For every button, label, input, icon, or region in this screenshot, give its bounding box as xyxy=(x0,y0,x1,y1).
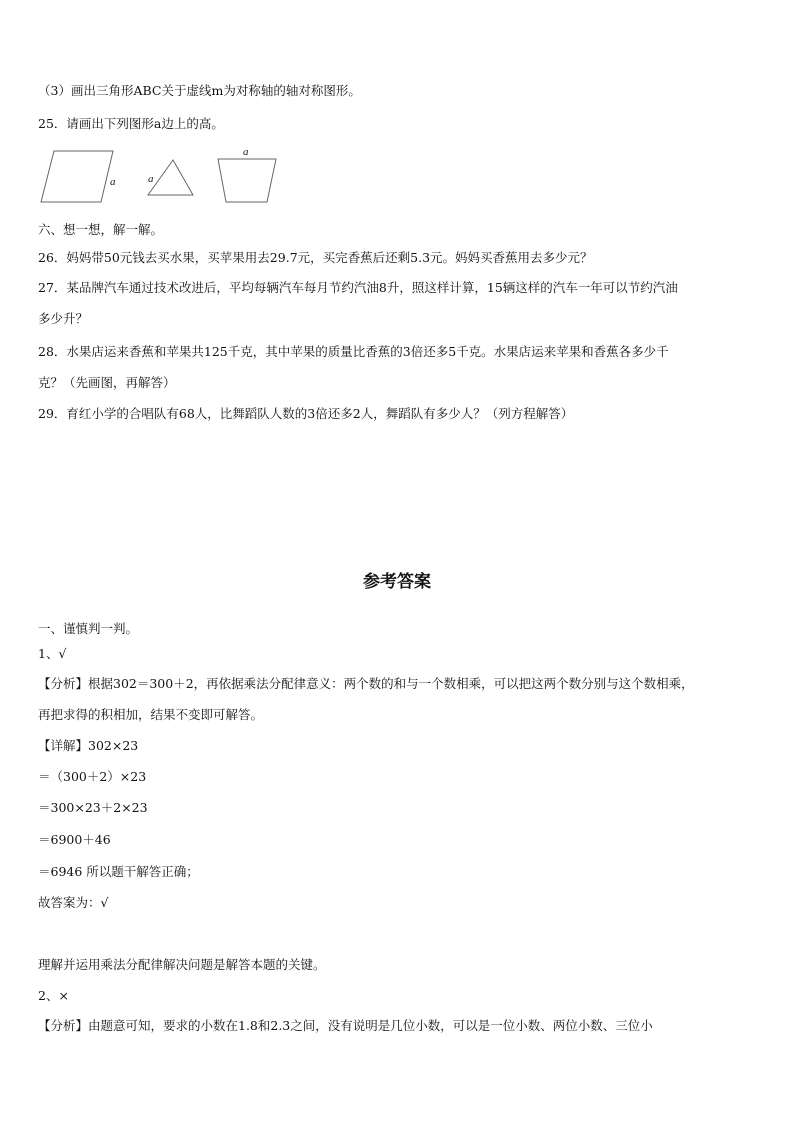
answer-section-1-heading: 一、谨慎判一判。 xyxy=(38,621,139,636)
answer-1-analysis-line1: 【分析】根据302＝300＋2，再依据乘法分配律意义：两个数的和与一个数相乘，可以把这两个数分别与这个数相乘， xyxy=(38,676,694,691)
answer-1-step3: ＝6900＋46 xyxy=(38,832,111,847)
question-27-line2: 多少升？ xyxy=(38,311,89,326)
parallelogram-shape xyxy=(41,151,113,202)
answer-2-analysis-line1: 【分析】由题意可知，要求的小数在1.8和2.3之间，没有说明是几位小数，可以是一位小数、两位小数、三位小 xyxy=(38,1018,653,1033)
answer-1-step1: ＝（300＋2）×23 xyxy=(38,769,147,784)
parallelogram-label-a: a xyxy=(110,176,116,188)
question-25: 25．请画出下列图形a边上的高。 xyxy=(38,116,224,131)
answer-1-comment: 理解并运用乘法分配律解决问题是解答本题的关键。 xyxy=(38,957,326,972)
answer-key-title: 参考答案 xyxy=(363,572,431,592)
answer-1-conclusion: 故答案为：√ xyxy=(38,895,109,910)
question-27-line1: 27．某品牌汽车通过技术改进后，平均每辆汽车每月节约汽油8升，照这样计算，15辆这样的汽车一年可以节约汽油 xyxy=(38,280,678,295)
question-24-part3: （3）画出三角形ABC关于虚线m为对称轴的轴对称图形。 xyxy=(38,83,361,98)
answer-1-step4: ＝6946 所以题干解答正确； xyxy=(38,864,199,879)
triangle-label-a: a xyxy=(148,173,154,185)
answer-1-label: 1、√ xyxy=(38,646,67,661)
answer-1-step2: ＝300×23＋2×23 xyxy=(38,800,148,815)
answer-1-analysis-line2: 再把求得的积相加，结果不变即可解答。 xyxy=(38,707,264,722)
question-28-line2: 克？（先画图，再解答） xyxy=(38,375,176,390)
answer-2-label: 2、× xyxy=(38,988,69,1003)
trapezoid-shape xyxy=(218,159,276,202)
question-29: 29．育红小学的合唱队有68人，比舞蹈队人数的3倍还多2人，舞蹈队有多少人？（列方程解答） xyxy=(38,406,574,421)
trapezoid-label-a: a xyxy=(243,146,249,158)
question-26: 26．妈妈带50元钱去买水果，买苹果用去29.7元，买完香蕉后还剩5.3元。妈妈买香蕉用去多少元？ xyxy=(38,250,593,265)
geometry-figures xyxy=(38,144,298,208)
answer-1-detail-label: 【详解】302×23 xyxy=(38,738,139,753)
section-6-heading: 六、想一想，解一解。 xyxy=(38,222,164,237)
question-28-line1: 28．水果店运来香蕉和苹果共125千克，其中苹果的质量比香蕉的3倍还多5千克。水果店运来苹果和香蕉各多少千 xyxy=(38,344,669,359)
triangle-shape xyxy=(148,160,193,195)
